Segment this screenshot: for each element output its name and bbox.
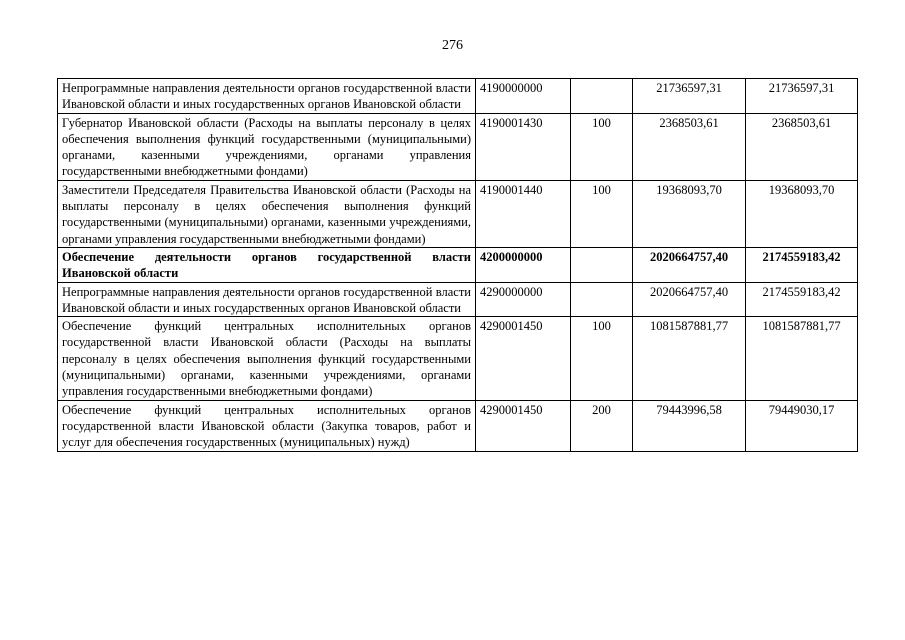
row-code-cell: 4290000000: [476, 282, 571, 317]
row-name-cell: Непрограммные направления деятельности органов государственной власти Ивановской области и иных государственных органов Ивановской области: [58, 282, 476, 317]
table-row: [58, 282, 858, 317]
row-sum2-cell: 2174559183,42: [746, 247, 858, 282]
row-code-cell: 4290001450: [476, 400, 571, 451]
row-code-cell: 4290001450: [476, 317, 571, 400]
row-sum1-cell: 2368503,61: [633, 113, 746, 180]
row-sum1-cell: 1081587881,77: [633, 317, 746, 400]
row-kind-cell: 100: [571, 317, 633, 400]
row-sum2-cell: 2174559183,42: [746, 282, 858, 317]
row-name-cell: Непрограммные направления деятельности органов государственной власти Ивановской области и иных государственных органов Ивановской области: [58, 79, 476, 114]
row-kind-cell: 100: [571, 113, 633, 180]
table-row: [58, 79, 858, 114]
table-row-section-total: [58, 247, 858, 282]
row-sum1-cell: 19368093,70: [633, 180, 746, 247]
row-kind-cell: [571, 247, 633, 282]
page-number: 276: [442, 38, 463, 53]
row-code-cell: 4190001430: [476, 113, 571, 180]
row-code-cell: 4190000000: [476, 79, 571, 114]
row-sum1-cell: 21736597,31: [633, 79, 746, 114]
row-kind-cell: [571, 79, 633, 114]
row-sum1-cell: 2020664757,40: [633, 247, 746, 282]
row-sum2-cell: 2368503,61: [746, 113, 858, 180]
row-kind-cell: 200: [571, 400, 633, 451]
row-sum2-cell: 19368093,70: [746, 180, 858, 247]
row-kind-cell: [571, 282, 633, 317]
budget-table: [57, 78, 858, 452]
row-kind-cell: 100: [571, 180, 633, 247]
table-row: [58, 180, 858, 247]
row-sum1-cell: 79443996,58: [633, 400, 746, 451]
row-sum1-cell: 2020664757,40: [633, 282, 746, 317]
row-name-cell: Обеспечение функций центральных исполнительных органов государственной власти Ивановской области (Закупка товаров, работ и услуг для обеспечения государственных (муниципальных) нужд): [58, 400, 476, 451]
row-name-cell: Губернатор Ивановской области (Расходы на выплаты персоналу в целях обеспечения выполнения функций государственными (муниципальными) органами, казенными учреждениями, органами управления государственными внебюджетными фондами): [58, 113, 476, 180]
row-name-cell: Обеспечение функций центральных исполнительных органов государственной власти Ивановской области (Расходы на выплаты персоналу в целях обеспечения выполнения функций государственными (муниципальными) органами, казенными учреждениями, органами управления государственными внебюджетными фондами): [58, 317, 476, 400]
row-sum2-cell: 21736597,31: [746, 79, 858, 114]
table-row: [58, 317, 858, 400]
row-name-cell: Обеспечение деятельности органов государственной власти Ивановской области: [58, 247, 476, 282]
row-sum2-cell: 1081587881,77: [746, 317, 858, 400]
table-row: [58, 400, 858, 451]
row-code-cell: 4190001440: [476, 180, 571, 247]
table-row: [58, 113, 858, 180]
row-code-cell: 4200000000: [476, 247, 571, 282]
row-name-cell: Заместители Председателя Правительства Ивановской области (Расходы на выплаты персоналу в целях обеспечения выполнения функций государственными (муниципальными) органами, казенными учреждениями, органами управления государственными внебюджетными фондами): [58, 180, 476, 247]
row-sum2-cell: 79449030,17: [746, 400, 858, 451]
